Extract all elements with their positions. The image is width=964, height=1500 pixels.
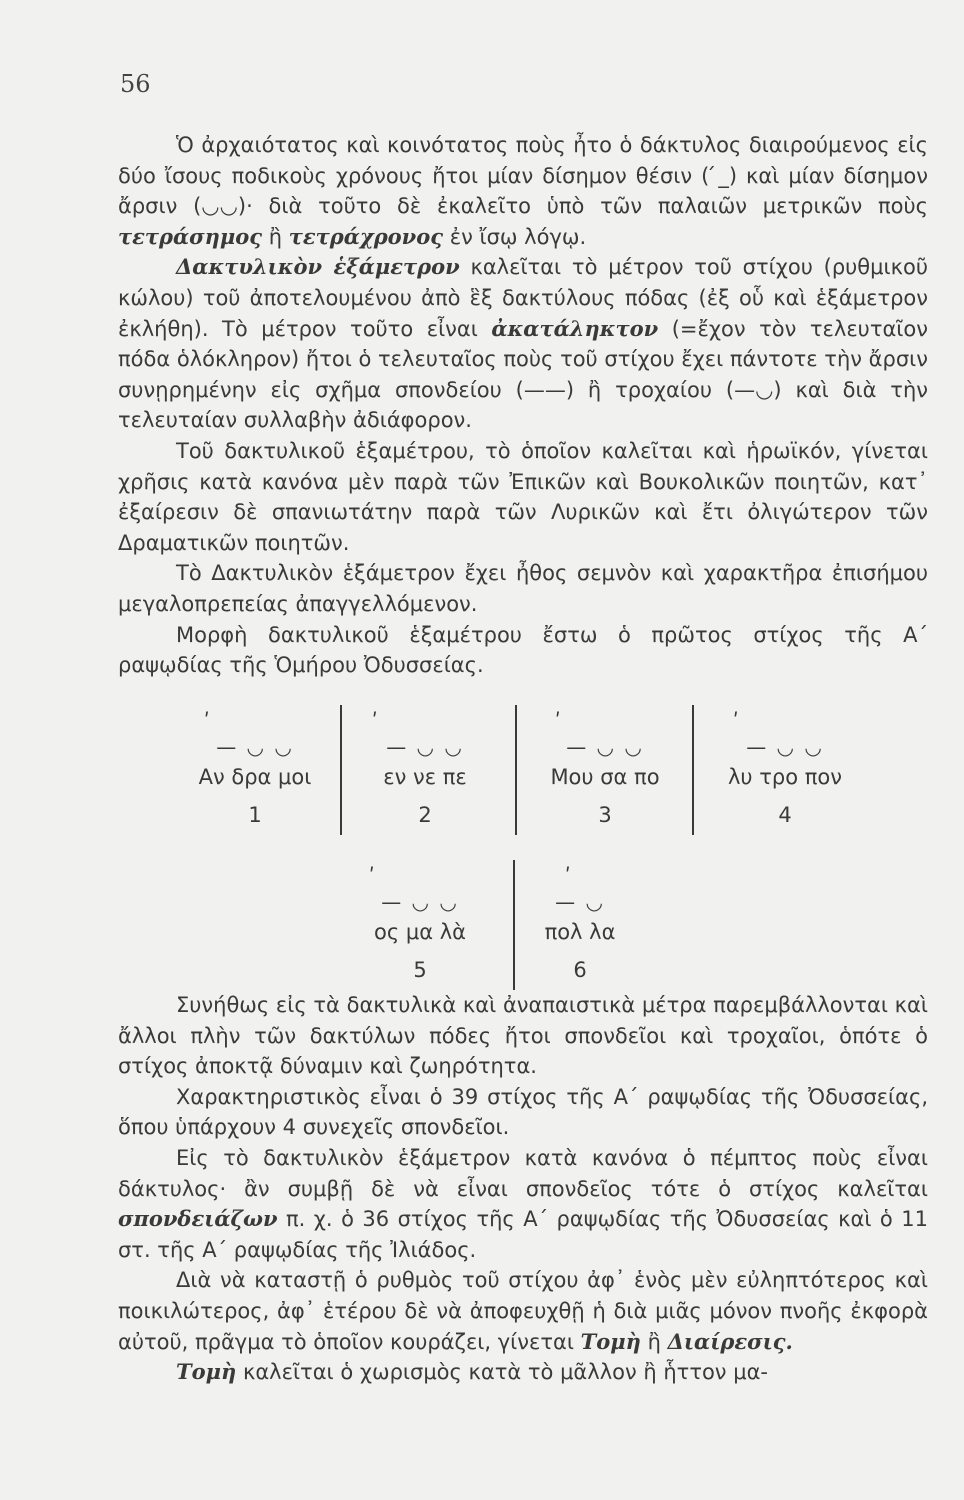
metrical-marks: — ◡ ◡ <box>216 735 294 759</box>
term-dactylic-hexameter: Δακτυλικὸν ἑξάμετρον <box>176 254 460 280</box>
foot-divider <box>692 705 694 835</box>
metrical-marks: — ◡ ◡ <box>386 735 464 759</box>
term-tetrasemos: τετράσημος <box>118 223 263 249</box>
paragraph-text: (=ἔχον τὸν τελευταῖον πόδα ὁλόκληρον) ἤτοι ὁ τελευταῖος ποὺς τοῦ στίχου ἔχει πάντοτε τὴν ἄρσιν συνῃρημένην εἰς σχῆμα σπονδείου (——) ἢ τροχαίου (—◡) καὶ διὰ τὴν τελευταίαν συλλαβὴν ἀδιάφορον. <box>118 316 928 433</box>
paragraph-substitution: Συνήθως εἰς τὰ δακτυλικὰ καὶ ἀναπαιστικὰ μέτρα παρεμβάλλονται καὶ ἄλλοι πλὴν τῶν δακτύλων πόδες ἤτοι σπονδεῖοι καὶ τροχαῖοι, ὁπότε ὁ στίχος ἀποκτᾷ δύναμιν καὶ ζωηρότητα. <box>118 993 928 1079</box>
foot-syllables: Αν δρα μοι <box>198 765 312 789</box>
term-spondeiazon: σπονδειάζων <box>118 1206 278 1232</box>
paragraph-hexameter-character: Τὸ Δακτυλικὸν ἑξάμετρον ἔχει ἦθος σεμνὸν καὶ χαρακτῆρα ἐπισήμου μεγαλοπρεπείας ἀπαγγελλόμενον. <box>118 561 928 616</box>
paragraph-text: π. χ. ὁ 36 στίχος τῆς Α΄ ραψῳδίας τῆς Ὀδυσσείας καὶ ὁ 11 στ. τῆς Α΄ ραψῳδίας τῆς Ἰλιάδος. <box>118 1207 928 1262</box>
page-number: 56 <box>120 70 151 98</box>
foot-syllables: εν νε πε <box>383 765 467 789</box>
foot-number: 6 <box>573 958 587 982</box>
text-block-bottom <box>118 990 928 1388</box>
foot-divider <box>515 705 517 835</box>
foot-number: 3 <box>598 803 612 827</box>
paragraph-dactyl-definition <box>118 130 928 252</box>
accent-mark: ʹ <box>555 709 561 733</box>
foot-number: 1 <box>248 803 262 827</box>
paragraph-spondeiazon <box>118 1143 928 1265</box>
term-diairesis: Διαίρεσις. <box>667 1328 793 1354</box>
foot-syllables: Μου σα πο <box>550 765 660 789</box>
paragraph-caesura-intro <box>118 1265 928 1357</box>
metrical-marks: — ◡ ◡ <box>566 735 644 759</box>
scansion-foot-2 <box>350 705 500 835</box>
foot-syllables: λυ τρο πον <box>728 765 842 789</box>
foot-number: 5 <box>413 958 427 982</box>
paragraph-text: καλεῖται τὸ μέτρον τοῦ στίχου (ρυθμικοῦ κώλου) τοῦ ἀποτελουμένου ἀπὸ ἓξ δακτύλους πόδας (ἐξ οὗ καὶ ἑξάμετρον ἐκλήθη). Τὸ μέτρον τοῦτο εἶναι <box>118 255 928 341</box>
foot-divider <box>340 705 342 835</box>
accent-mark: ʹ <box>372 709 378 733</box>
foot-number: 2 <box>418 803 432 827</box>
term-tome: Τομὴ <box>580 1328 641 1354</box>
scansion-foot-4 <box>705 705 865 835</box>
accent-mark: ʹ <box>369 864 375 888</box>
term-tome: Τομὴ <box>176 1359 237 1385</box>
scansion-foot-1 <box>180 705 330 835</box>
scansion-foot-6 <box>525 860 635 990</box>
scansion-foot-5 <box>345 860 495 990</box>
scansion-foot-3 <box>525 705 685 835</box>
metrical-marks: — ◡ ◡ <box>381 890 459 914</box>
paragraph-spondees-example: Χαρακτηριστικὸς εἶναι ὁ 39 στίχος τῆς Α΄ ραψῳδίας τῆς Ὀδυσσείας, ὅπου ὑπάρχουν 4 συνεχεῖς σπονδεῖοι. <box>118 1084 928 1140</box>
scansion-row-2 <box>345 860 616 1010</box>
paragraph-text: Εἰς τὸ δακτυλικὸν ἑξάμετρον κατὰ κανόνα ὁ πέμπτος ποὺς εἶναι δάκτυλος· ἂν συμβῇ δὲ νὰ εἶναι σπονδεῖος τότε ὁ στίχος καλεῖται <box>118 1145 928 1201</box>
accent-mark: ʹ <box>733 709 739 733</box>
accent-mark: ʹ <box>204 709 210 733</box>
term-tetrachronos: τετράχρονος <box>288 223 444 249</box>
paragraph-text: ἐν ἴσῳ λόγῳ. <box>443 224 587 249</box>
foot-syllables: πολ λα <box>544 920 616 944</box>
metrical-marks: — ◡ <box>555 890 605 914</box>
paragraph-text: ἢ <box>262 224 289 249</box>
accent-mark: ʹ <box>565 864 571 888</box>
foot-syllables: ος μα λὰ <box>374 920 466 944</box>
paragraph-text: ἢ <box>640 1329 668 1354</box>
text-block-top <box>118 130 928 681</box>
paragraph-text: Ὁ ἀρχαιότατος καὶ κοινότατος ποὺς ἦτο ὁ δάκτυλος διαιρούμενος εἰς δύο ἴσους ποδικοὺς χρόνους ἤτοι μίαν δίσημον θέσιν ( ́_) καὶ μίαν δίσημον ἄρσιν (◡◡)· διὰ τοῦτο δὲ ἐκαλεῖτο ὑπὸ τῶν παλαιῶν μετρικῶν ποὺς <box>118 133 928 219</box>
scansion-row-1 <box>180 705 880 855</box>
paragraph-text: καλεῖται ὁ χωρισμὸς κατὰ τὸ μᾶλλον ἢ ἧττον μα- <box>236 1360 768 1385</box>
paragraph-text: Διὰ νὰ καταστῇ ὁ ρυθμὸς τοῦ στίχου ἀφ᾽ ἑνὸς μὲν εὐληπτότερος καὶ ποικιλώτερος, ἀφ᾽ ἑτέρου δὲ νὰ ἀποφευχθῇ ἡ διὰ μιᾶς μόνον πνοῆς ἐκφορὰ αὐτοῦ, πρᾶγμα τὸ ὁποῖον κουράζει, γίνεται <box>118 1268 928 1354</box>
paragraph-hexameter-definition <box>118 252 928 436</box>
foot-number: 4 <box>778 803 792 827</box>
foot-divider <box>513 860 515 990</box>
term-akatalektos: ἀκατάληκτον <box>491 315 659 341</box>
paragraph-caesura-definition <box>118 1357 928 1388</box>
paragraph-hexameter-usage: Τοῦ δακτυλικοῦ ἑξαμέτρου, τὸ ὁποῖον καλεῖται καὶ ἡρωϊκόν, γίνεται χρῆσις κατὰ κανόνα μὲν παρὰ τῶν Ἐπικῶν καὶ Βουκολικῶν ποιητῶν, κατ᾽ ἐξαίρεσιν δὲ σπανιωτάτην παρὰ τῶν Λυρικῶν καὶ ἔτι ὀλιγώτερον τῶν Δραματικῶν ποιητῶν. <box>118 438 928 555</box>
metrical-marks: — ◡ ◡ <box>746 735 824 759</box>
paragraph-hexameter-example: Μορφὴ δακτυλικοῦ ἑξαμέτρου ἔστω ὁ πρῶτος στίχος τῆς Α΄ ραψῳδίας τῆς Ὁμήρου Ὀδυσσείας. <box>118 622 928 678</box>
